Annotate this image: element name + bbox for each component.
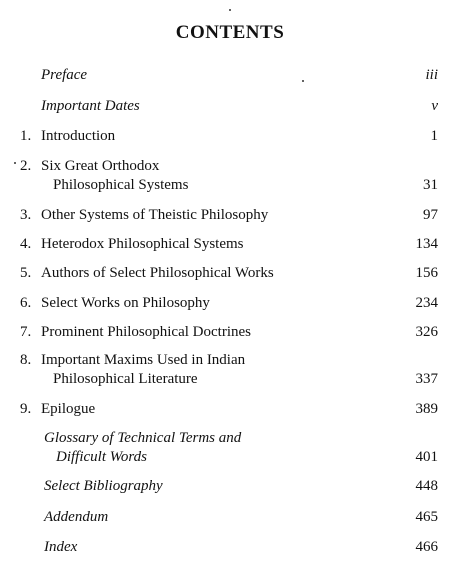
toc-entry-number: 2.: [20, 158, 32, 174]
toc-entry-number: 1.: [20, 128, 32, 144]
toc-entry-label: Index: [44, 539, 78, 555]
toc-entry-page: 401: [415, 449, 438, 465]
toc-entry-page: 134: [415, 236, 438, 252]
toc-entry-label: Epilogue: [41, 401, 96, 417]
toc-entry-page: 337: [415, 371, 438, 387]
toc-entry-label: Other Systems of Theistic Philosophy: [41, 207, 269, 223]
toc-entry-label: Select Bibliography: [44, 478, 163, 494]
toc-entry-number: 3.: [20, 207, 32, 223]
toc-entry-page: 234: [415, 295, 438, 311]
toc-entry-number: 8.: [20, 352, 32, 368]
scan-speck: [229, 9, 231, 11]
toc-entry-page: 97: [423, 207, 438, 223]
toc-entry-label-line1: Six Great Orthodox: [41, 158, 160, 174]
toc-entry-page: 326: [415, 324, 438, 340]
toc-entry-number: 7.: [20, 324, 32, 340]
toc-entry-number: 5.: [20, 265, 32, 281]
toc-entry-label-line2: Philosophical Systems: [53, 177, 189, 193]
toc-entry-label: Introduction: [41, 128, 116, 144]
toc-entry-page: 466: [415, 539, 438, 555]
toc-entry-page: 156: [415, 265, 438, 281]
toc-entry-label: Important Dates: [41, 98, 140, 114]
page-title: CONTENTS: [175, 22, 285, 43]
toc-entry-label-line1: Important Maxims Used in Indian: [41, 352, 246, 368]
toc-entry-label-line1: Glossary of Technical Terms and: [44, 430, 242, 446]
scan-speck: [302, 80, 304, 82]
toc-entry-label-line2: Philosophical Literature: [53, 371, 198, 387]
toc-entry-label-line2: Difficult Words: [56, 449, 147, 465]
toc-entry-page: 465: [415, 509, 438, 525]
toc-entry-number: 9.: [20, 401, 32, 417]
toc-entry-page: 389: [415, 401, 438, 417]
toc-entry-label: Heterodox Philosophical Systems: [41, 236, 244, 252]
toc-entry-label: Select Works on Philosophy: [41, 295, 210, 311]
toc-entry-label: [41, 351, 381, 389]
toc-entry-label: Preface: [41, 67, 88, 83]
toc-entry-page: 31: [423, 177, 438, 193]
toc-entry-page: 1: [430, 128, 438, 144]
toc-entry-label: Addendum: [44, 509, 109, 525]
toc-entry-page: v: [431, 98, 438, 114]
toc-entry-page: iii: [425, 67, 438, 83]
toc-entry-label: Prominent Philosophical Doctrines: [41, 324, 251, 340]
toc-entry-page: 448: [415, 478, 438, 494]
scan-speck: [14, 162, 16, 164]
toc-entry-label: Authors of Select Philosophical Works: [41, 265, 274, 281]
toc-entry-label: [41, 157, 381, 195]
toc-entry-label: [44, 429, 384, 467]
toc-entry-number: 6.: [20, 295, 32, 311]
toc-entry-number: 4.: [20, 236, 32, 252]
